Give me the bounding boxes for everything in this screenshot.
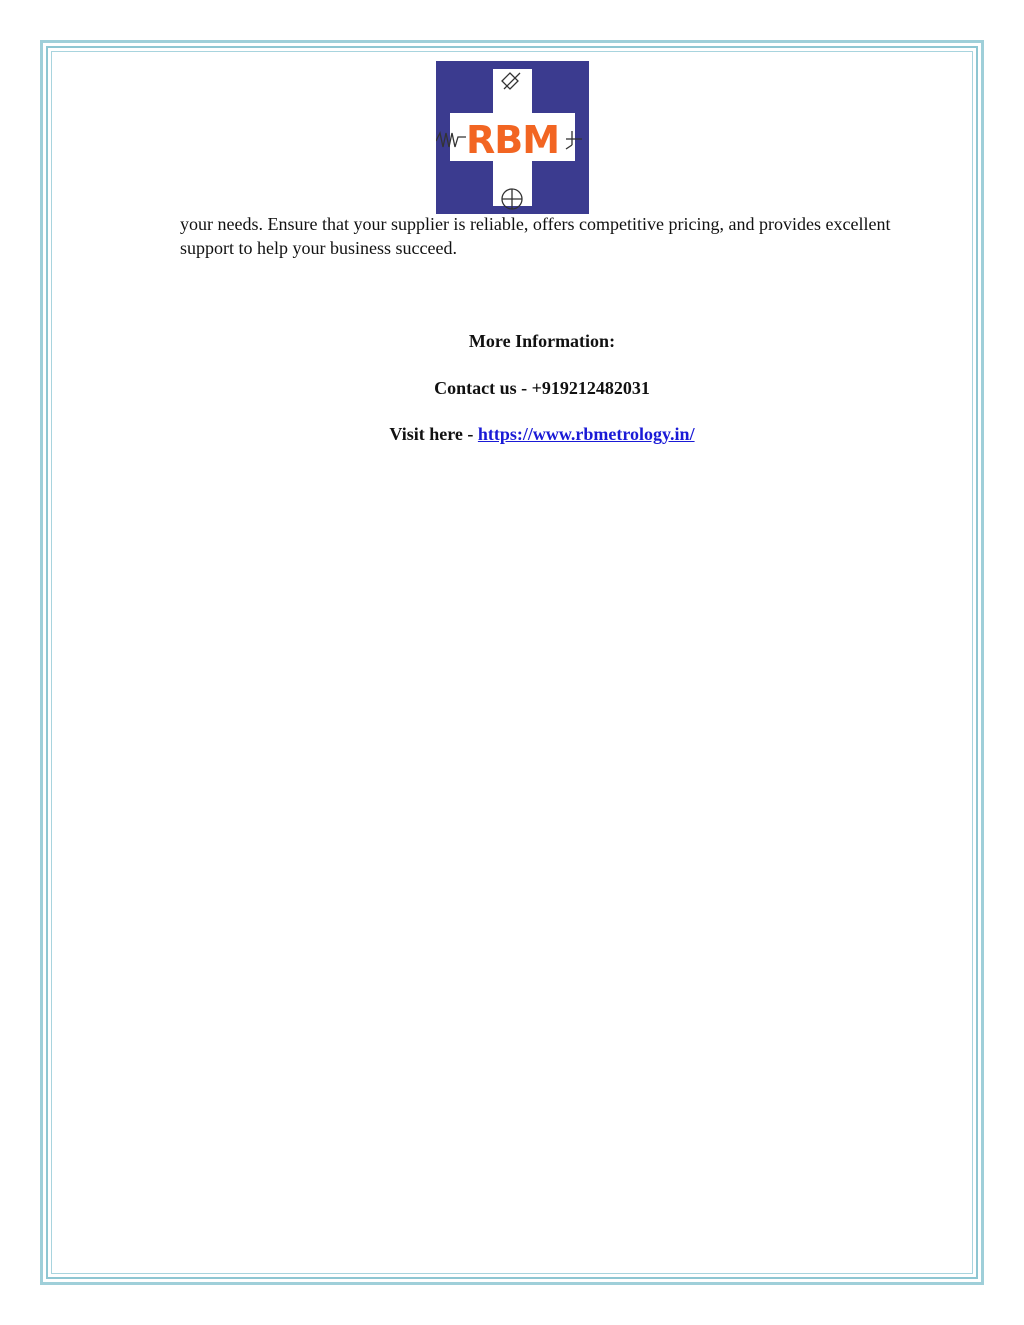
rbm-logo — [436, 61, 589, 214]
website-link[interactable]: https://www.rbmetrology.in/ — [477, 424, 695, 444]
visit-line — [180, 422, 904, 446]
contact-line — [180, 376, 904, 400]
body-paragraph: your needs. Ensure that your supplier is reliable, offers competitive pricing, and provides excellent support to help your business succeed. — [180, 214, 891, 258]
more-info-heading: More Information: — [468, 331, 616, 351]
contact-phone: +919212482031 — [531, 378, 650, 398]
visit-label: Visit here - — [389, 424, 478, 444]
rbm-logo-icon — [436, 61, 589, 214]
rbm-logo-text: RBM — [466, 118, 560, 162]
contact-label: Contact us - — [434, 378, 532, 398]
